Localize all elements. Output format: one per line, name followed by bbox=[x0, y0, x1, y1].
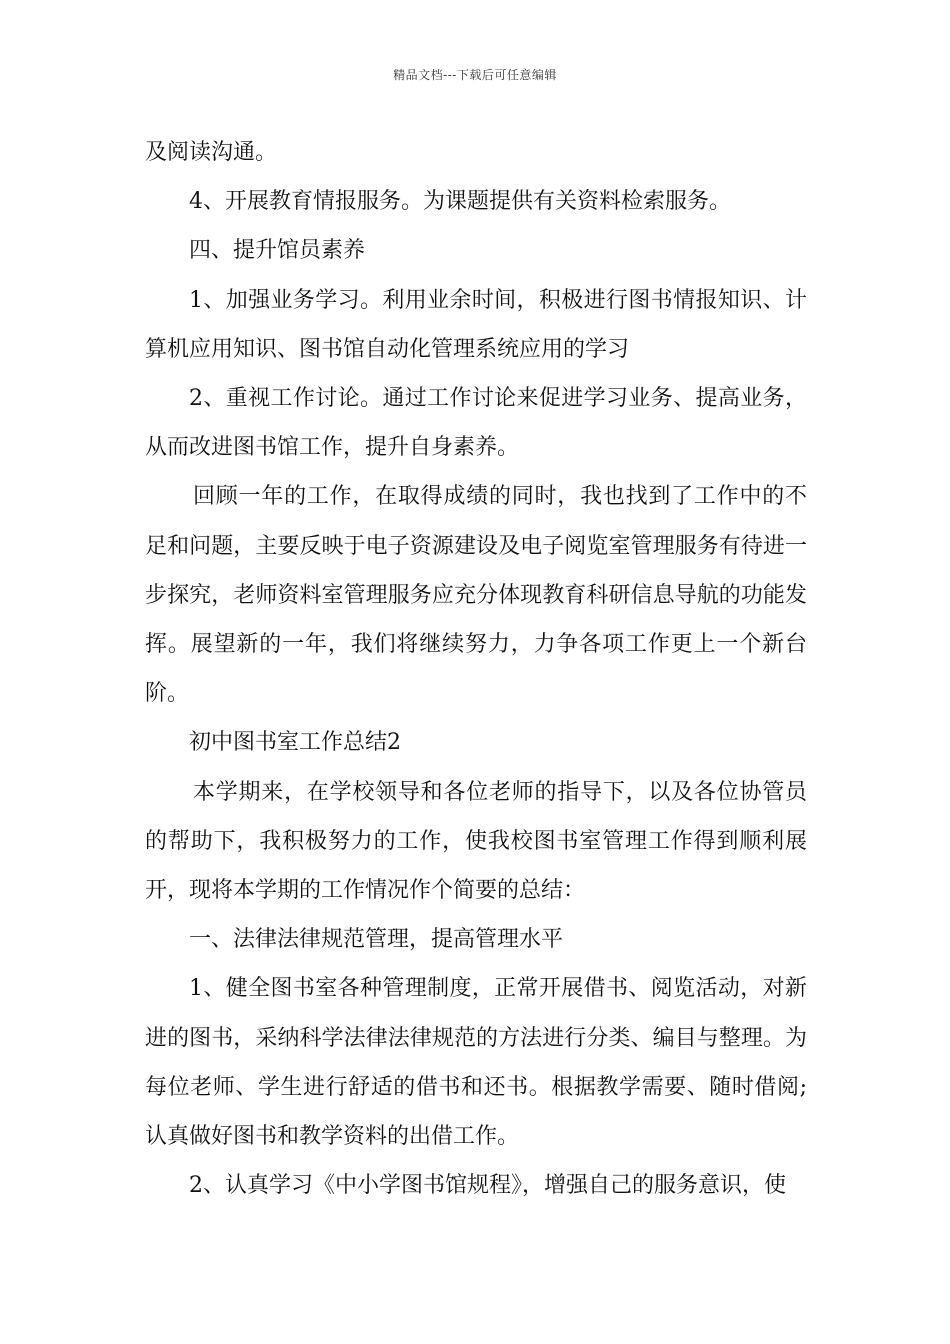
paragraph-item-2b: 2、认真学习《中小学图书馆规程》，增强自己的服务意识，使 bbox=[189, 1173, 786, 1199]
section-heading-4: 四、提升馆员素养 bbox=[189, 238, 366, 264]
paragraph-continuation: 及阅读沟通。 bbox=[145, 140, 278, 165]
paragraph-intro: 本学期来，在学校领导和各位老师的指导下，以及各位协管员的帮助下，我积极努力的工作，使我校图书室管理工作得到顺利展开，现将本学期的工作情况作个简要的总结： bbox=[145, 779, 807, 904]
paragraph-item-4: 4、开展教育情报服务。为课题提供有关资料检索服务。 bbox=[189, 189, 731, 215]
paragraph-review: 回顾一年的工作，在取得成绩的同时，我也找到了工作中的不足和问题，主要反映于电子资源建设及电子阅览室管理服务有待进一步探究，老师资料室管理服务应充分体现教育科研信息导航的功能发挥。展望新的一年，我们将继续努力，力争各项工作更上一个新台阶。 bbox=[145, 484, 807, 707]
section-heading-1: 一、法律法律规范管理，提高管理水平 bbox=[189, 927, 564, 953]
document-body bbox=[145, 128, 807, 1210]
paragraph-item-1: 1、加强业务学习。利用业余时间，积极进行图书情报知识、计算机应用知识、图书馆自动化管理系统应用的学习 bbox=[145, 287, 807, 362]
paragraph-item-1b: 1、健全图书室各种管理制度，正常开展借书、阅览活动，对新进的图书，采纳科学法律法律规范的方法进行分类、编目与整理。为每位老师、学生进行舒适的借书和还书。根据教学需要、随时借阅;认真做好图书和教学资料的出借工作。 bbox=[145, 976, 807, 1150]
page-header: 精品文档---下载后可任意编辑 bbox=[393, 68, 557, 82]
document-subtitle: 初中图书室工作总结2 bbox=[189, 730, 401, 756]
paragraph-item-2: 2、重视工作讨论。通过工作讨论来促进学习业务、提高业务，从而改进图书馆工作，提升自身素养。 bbox=[145, 386, 807, 461]
